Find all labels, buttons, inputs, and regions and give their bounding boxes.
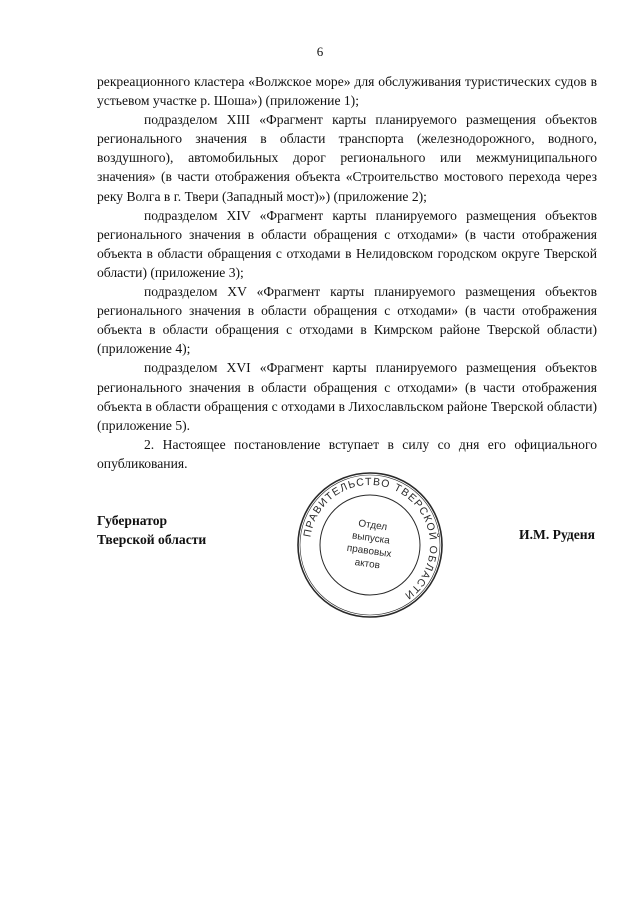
paragraph-subsection-xiii: подразделом XIII «Фрагмент карты планируемого размещения объектов регионального значения в области транспорта (железнодорожного, водного, воздушного), автомобильных дорог регионального или межмуниципального значения» (в части отображения объекта «Строительство мостового перехода через реку Волга в г. Твери (Западный мост)») (приложение 2); — [97, 112, 597, 204]
paragraph-continuation: рекреационного кластера «Волжское море» для обслуживания туристических судов в устьевом участке р. Шоша») (приложение 1); — [97, 74, 597, 109]
paragraph-effective-date: 2. Настоящее постановление вступает в силу со дня его официального опубликования. — [97, 436, 597, 471]
seal-inner-line-2: выпуска — [351, 530, 391, 547]
paragraph-subsection-xv: подразделом XV «Фрагмент карты планируемого размещения объектов регионального значения в области обращения с отходами» (в части отображения объекта в области обращения с отходами в Кимрском районе Тверской области) (приложение 4); — [97, 284, 597, 357]
signatory-position-line-1: Губернатор — [97, 513, 168, 528]
seal-outer-text: ПРАВИТЕЛЬСТВО ТВЕРСКОЙ ОБЛАСТИ — [301, 475, 440, 603]
official-seal-graphic — [295, 470, 445, 620]
seal-inner-line-3: правовых — [346, 542, 393, 561]
seal-inner-line-1: Отдел — [357, 518, 388, 534]
official-seal — [295, 470, 445, 620]
page-number: 6 — [316, 44, 324, 59]
seal-inner-line-4: актов — [353, 557, 381, 572]
signatory-position — [97, 511, 206, 549]
document-body — [97, 72, 597, 473]
signatory-position-line-2: Тверской области — [97, 532, 207, 547]
paragraph-subsection-xvi: подразделом XVI «Фрагмент карты планируемого размещения объектов регионального значения в области обращения с отходами» (в части отображения объекта в области обращения с отходами в Лихославльском районе Тверской области) (приложение 5). — [97, 360, 597, 433]
signatory-name: И.М. Руденя — [519, 527, 595, 542]
paragraph-subsection-xiv: подразделом XIV «Фрагмент карты планируемого размещения объектов регионального значения в области обращения с отходами» (в части отображения объекта в области обращения с отходами в Нелидовском городском округе Тверской области) (приложение 3); — [97, 207, 597, 280]
